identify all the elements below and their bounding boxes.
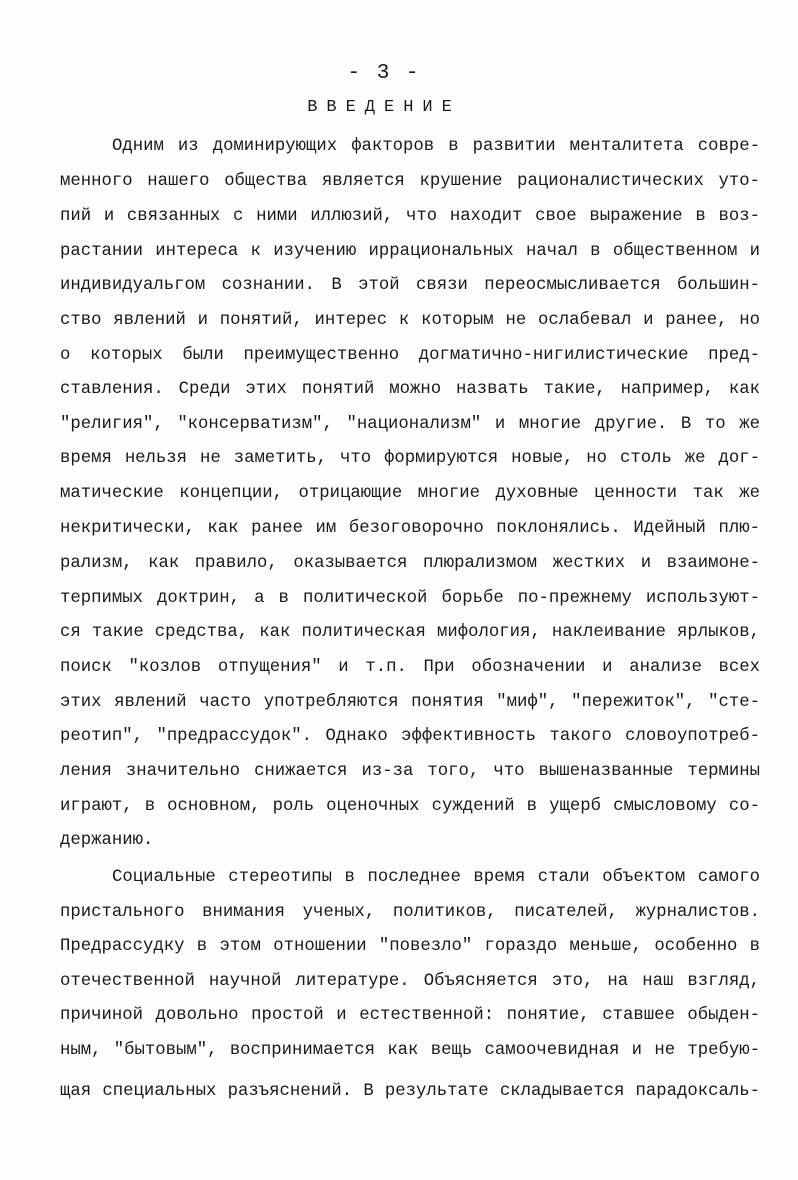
- text-line: играют, в основном, роль оценочных суждений в ущерб смысловому со-: [60, 797, 760, 816]
- text-line: причиной довольно простой и естественной: понятие, ставшее обыден-: [60, 1006, 760, 1025]
- text-line: время нельзя не заметить, что формируются новые, но столь же дог-: [60, 449, 760, 468]
- text-line: ления значительно снижается из-за того, что вышеназванные термины: [60, 762, 760, 781]
- section-heading: ВВЕДЕНИЕ: [307, 98, 461, 117]
- text-line: некритически, как ранее им безоговорочно поклонялись. Идейный плю-: [60, 519, 760, 538]
- text-line: ным, "бытовым", воспринимается как вещь самоочевидная и не требую-: [60, 1041, 760, 1060]
- text-line: ставления. Среди этих понятий можно назвать такие, например, как: [60, 380, 760, 399]
- text-line: ство явлений и понятий, интерес к которым не ослабевал и ранее, но: [60, 311, 760, 330]
- text-line: терпимых доктрин, а в политической борьбе по-прежнему используют-: [60, 589, 760, 608]
- text-line: рализм, как правило, оказывается плюрализмом жестких и взаимоне-: [60, 554, 760, 573]
- text-line: "религия", "консерватизм", "национализм" и многие другие. В то же: [60, 415, 760, 434]
- text-line: реотип", "предрассудок". Однако эффективность такого словоупотреб-: [60, 727, 760, 746]
- text-line: менного нашего общества является крушение рационалистических уто-: [60, 172, 760, 191]
- text-line: поиск "козлов отпущения" и т.п. При обозначении и анализе всех: [60, 658, 760, 677]
- text-line: Социальные стереотипы в последнее время стали объектом самого: [112, 868, 760, 887]
- text-line: этих явлений часто употребляются понятия "миф", "пережиток", "сте-: [60, 693, 760, 712]
- text-line: пий и связанных с ними иллюзий, что находит свое выражение в воз-: [60, 207, 760, 226]
- text-line: держанию.: [60, 831, 154, 850]
- text-line: пристального внимания ученых, политиков, писателей, журналистов.: [60, 903, 760, 922]
- text-line: индивидуальгом сознании. В этой связи переосмысливается большин-: [60, 276, 760, 295]
- text-line: ся такие средства, как политическая мифология, наклеивание ярлыков,: [60, 623, 760, 642]
- text-line: отечественной научной литературе. Объясняется это, на наш взгляд,: [60, 972, 760, 991]
- text-line: растании интереса к изучению иррациональных начал в общественном и: [60, 242, 760, 261]
- text-line: Предрассудку в этом отношении "повезло" гораздо меньше, особенно в: [60, 937, 760, 956]
- page-number: - 3 -: [347, 62, 421, 85]
- text-line: матические концепции, отрицающие многие духовные ценности так же: [60, 484, 760, 503]
- text-line: Одним из доминирующих факторов в развитии менталитета совре-: [112, 137, 760, 156]
- text-line: о которых были преимущественно догматично-нигилистические пред-: [60, 346, 760, 365]
- text-line: щая специальных разъяснений. В результате складывается парадоксаль-: [60, 1082, 760, 1101]
